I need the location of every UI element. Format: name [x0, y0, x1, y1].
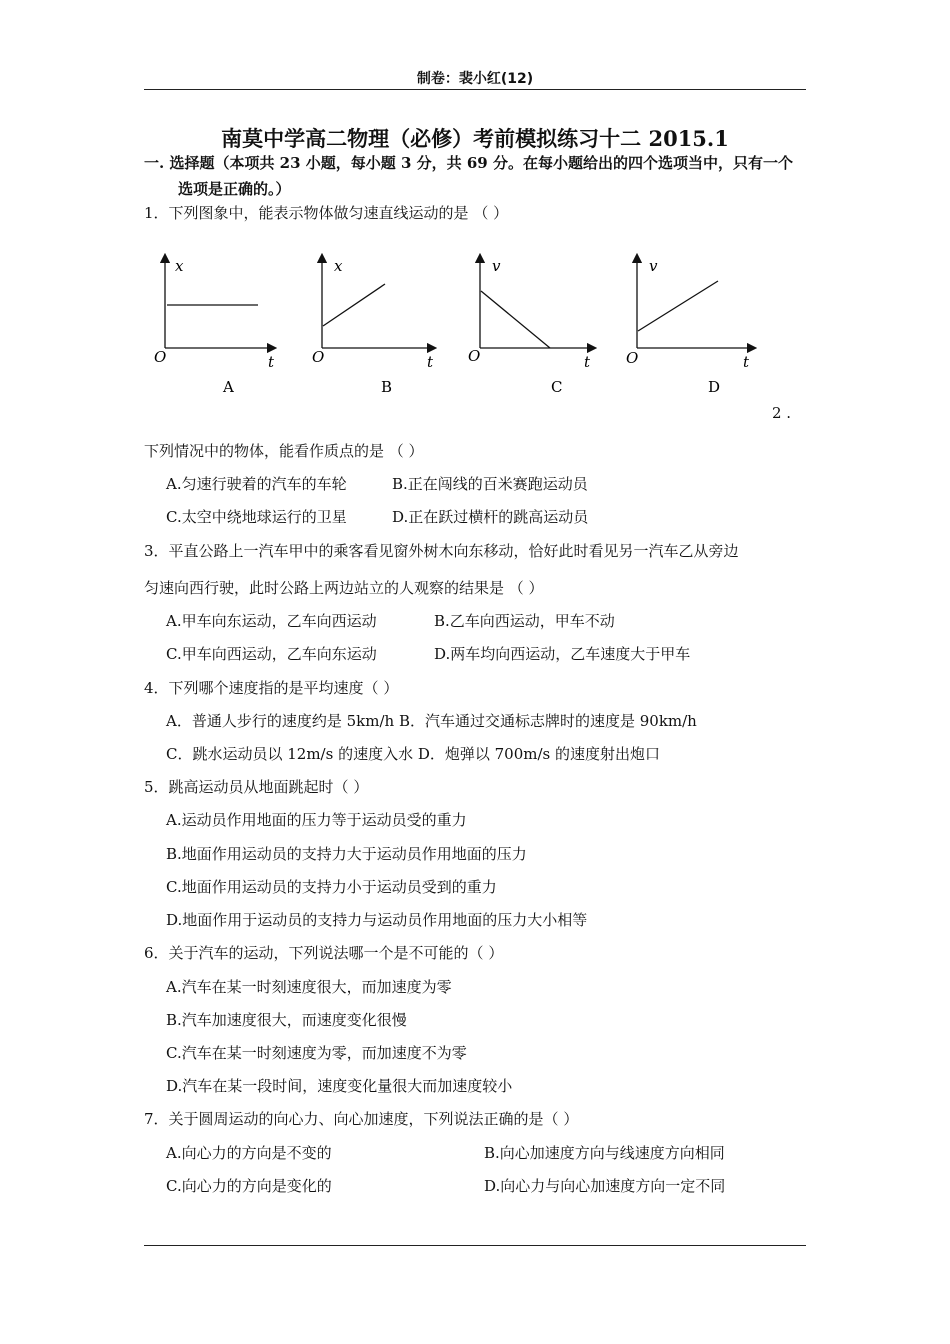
section-heading-line2: 选项是正确的。） [178, 180, 291, 198]
graph-c [468, 257, 592, 396]
q2-number: 2 . [772, 404, 792, 422]
q6-option-b: B.汽车加速度很大，而速度变化很慢 [166, 1011, 407, 1029]
q3-option-d: D.两车均向西运动，乙车速度大于甲车 [434, 645, 691, 663]
graph-a-y-label: x [175, 257, 184, 275]
q5-option-b: B.地面作用运动员的支持力大于运动员作用地面的压力 [166, 845, 527, 863]
q1-stem: 1．下列图象中，能表示物体做匀速直线运动的是 （ ） [144, 204, 509, 222]
graph-d-line [638, 281, 718, 331]
graph-d [626, 257, 752, 396]
graph-c-origin: O [468, 347, 481, 365]
graph-b-line [323, 284, 385, 326]
q3-stem-line2: 匀速向西行驶，此时公路上两边站立的人观察的结果是 （ ） [144, 579, 544, 597]
graph-a-caption: A [223, 378, 234, 396]
graph-c-t-label: t [584, 353, 591, 371]
q2-option-d: D.正在跃过横杆的跳高运动员 [392, 508, 589, 526]
q2-option-a: A.匀速行驶着的汽车的车轮 [166, 475, 347, 493]
q5-option-c: C.地面作用运动员的支持力小于运动员受到的重力 [166, 878, 497, 896]
q2-option-c: C.太空中绕地球运行的卫星 [166, 508, 347, 526]
graph-b-t-label: t [427, 353, 434, 371]
q1-graphs [140, 250, 780, 400]
graph-a-origin: O [154, 348, 167, 366]
graph-a [154, 257, 275, 396]
q3-option-c: C.甲车向西运动，乙车向东运动 [166, 645, 377, 663]
graph-a-t-label: t [268, 353, 275, 371]
graph-c-y-label: v [492, 257, 501, 275]
graph-c-line [481, 291, 550, 348]
header-rule [144, 89, 806, 90]
q2-stem: 下列情况中的物体，能看作质点的是 （ ） [144, 442, 424, 460]
graph-b-y-label: x [334, 257, 343, 275]
q7-option-a: A.向心力的方向是不变的 [166, 1144, 332, 1162]
q2-option-b: B.正在闯线的百米赛跑运动员 [392, 475, 588, 493]
q6-stem: 6．关于汽车的运动，下列说法哪一个是不可能的（ ） [144, 944, 504, 962]
q7-option-c: C.向心力的方向是变化的 [166, 1177, 332, 1195]
graph-b [312, 257, 434, 396]
section-heading-line1: 一. 选择题（本项共 23 小题，每小题 3 分，共 69 分。在每小题给出的四个选项当中，只有一个 [144, 154, 793, 172]
q7-option-b: B.向心加速度方向与线速度方向相同 [484, 1144, 725, 1162]
q3-stem-line1: 3．平直公路上一汽车甲中的乘客看见窗外树木向东移动，恰好此时看见另一汽车乙从旁边 [144, 542, 739, 560]
q6-option-d: D.汽车在某一段时间，速度变化量很大而加速度较小 [166, 1077, 513, 1095]
graph-d-y-label: v [649, 257, 658, 275]
graph-d-origin: O [626, 349, 639, 367]
graph-c-caption: C [551, 378, 563, 396]
q7-option-d: D.向心力与向心加速度方向一定不同 [484, 1177, 726, 1195]
q4-options-line1: A．普通人步行的速度约是 5km/h B．汽车通过交通标志牌时的速度是 90km/h [166, 712, 697, 730]
q5-option-a: A.运动员作用地面的压力等于运动员受的重力 [166, 811, 467, 829]
q3-option-b: B.乙车向西运动，甲车不动 [434, 612, 615, 630]
q6-option-c: C.汽车在某一时刻速度为零，而加速度不为零 [166, 1044, 467, 1062]
graph-d-caption: D [708, 378, 721, 396]
q7-stem: 7．关于圆周运动的向心力、向心加速度，下列说法正确的是（ ） [144, 1110, 579, 1128]
q4-options-line2: C．跳水运动员以 12m/s 的速度入水 D．炮弹以 700m/s 的速度射出炮口 [166, 745, 661, 763]
page-title: 南莫中学高二物理（必修）考前模拟练习十二 2015.1 [221, 126, 729, 151]
page-header: 制卷：裴小红(12) [416, 71, 534, 87]
q5-option-d: D.地面作用于运动员的支持力与运动员作用地面的压力大小相等 [166, 911, 588, 929]
q5-stem: 5．跳高运动员从地面跳起时（ ） [144, 778, 369, 796]
q6-option-a: A.汽车在某一时刻速度很大，而加速度为零 [166, 978, 452, 996]
graph-d-t-label: t [743, 353, 750, 371]
q4-stem: 4．下列哪个速度指的是平均速度（ ） [144, 679, 399, 697]
footer-rule [144, 1245, 806, 1246]
q3-option-a: A.甲车向东运动，乙车向西运动 [166, 612, 377, 630]
graph-b-origin: O [312, 348, 325, 366]
graph-b-caption: B [381, 378, 393, 396]
